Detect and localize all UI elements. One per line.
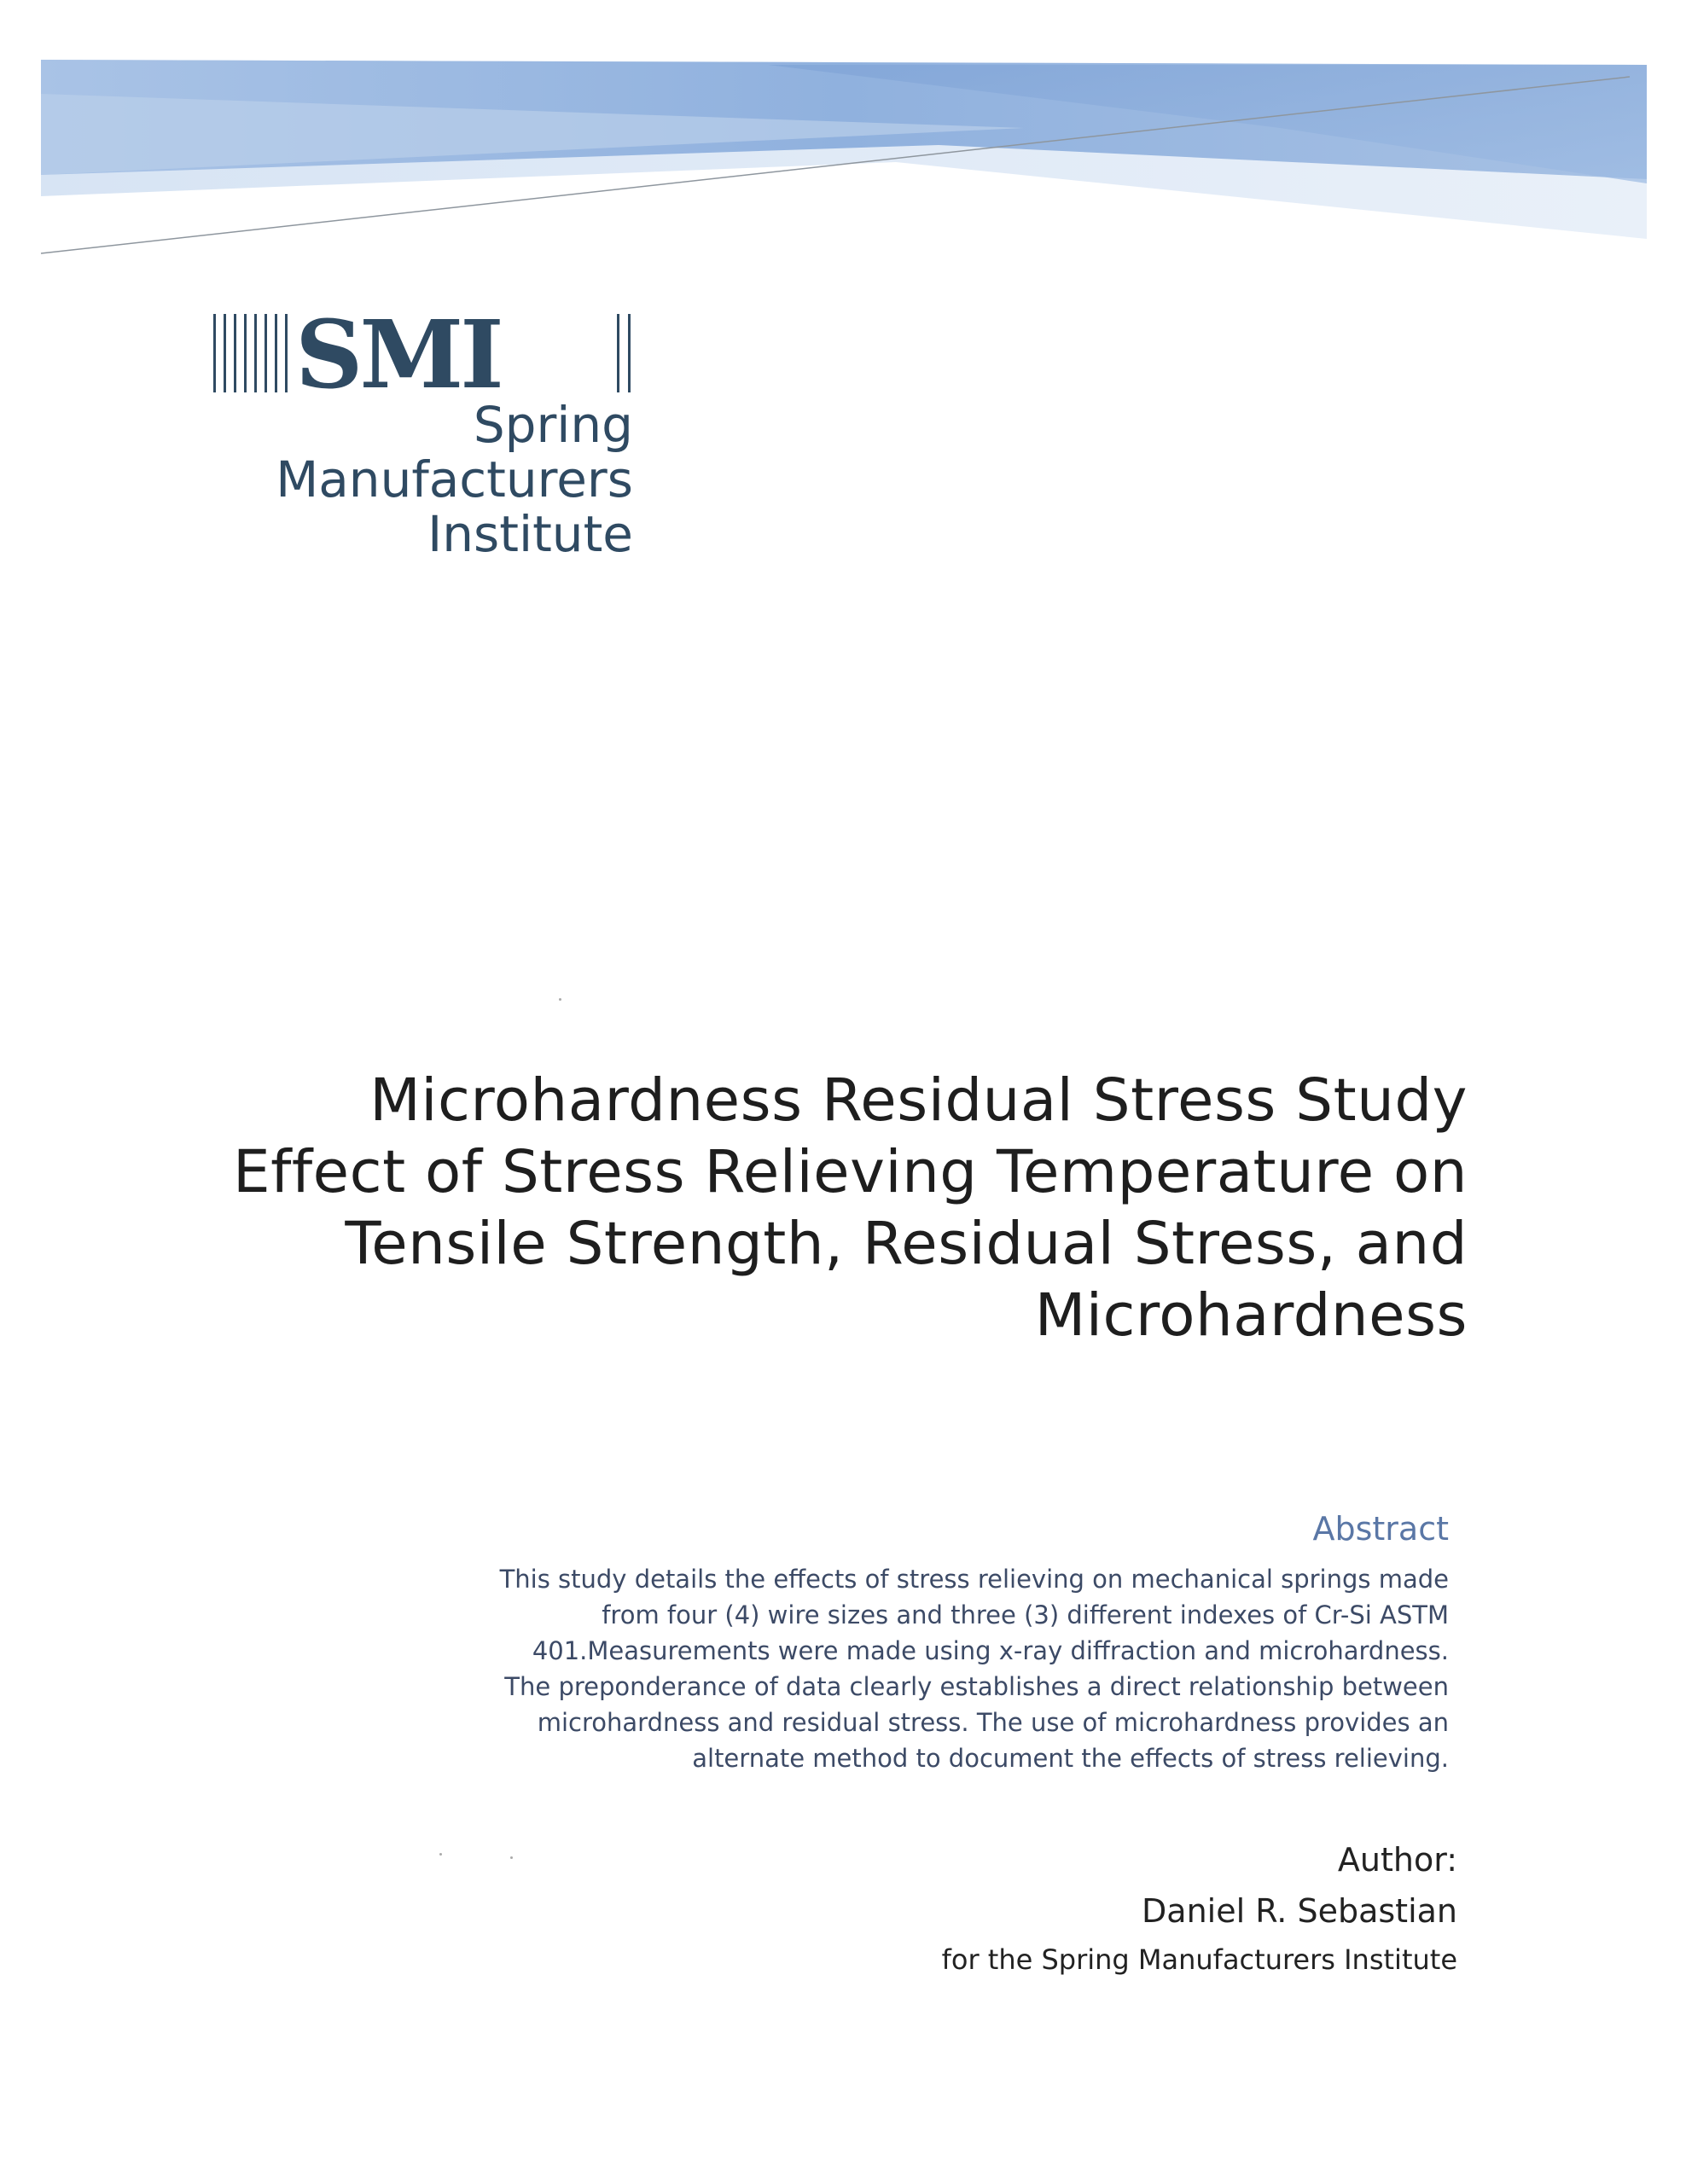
document-title xyxy=(171,1065,1468,1351)
author-label: Author: xyxy=(1337,1841,1457,1879)
abstract-line: alternate method to document the effects of stress relieving. xyxy=(692,1744,1449,1773)
title-line: Microhardness Residual Stress Study xyxy=(369,1066,1468,1135)
smi-name-line3: Institute xyxy=(427,505,633,563)
title-line: Tensile Strength, Residual Stress, and xyxy=(345,1210,1468,1278)
smi-acronym: SMI xyxy=(295,299,501,410)
scan-speck xyxy=(510,1856,513,1859)
abstract-line: microhardness and residual stress. The use of microhardness provides an xyxy=(537,1708,1449,1737)
smi-name-line1: Spring xyxy=(473,396,633,454)
abstract-body xyxy=(468,1561,1449,1776)
smi-name-line2: Manufacturers xyxy=(276,450,633,508)
author-name: Daniel R. Sebastian xyxy=(1142,1892,1457,1930)
smi-logo xyxy=(213,299,657,580)
smi-logo-graphic xyxy=(213,299,657,580)
abstract-line: The preponderance of data clearly establishes a direct relationship between xyxy=(504,1672,1449,1701)
header-banner xyxy=(0,0,1686,273)
title-line: Microhardness xyxy=(1034,1281,1468,1350)
scan-speck xyxy=(439,1853,442,1856)
title-line: Effect of Stress Relieving Temperature on xyxy=(233,1138,1468,1206)
scan-speck xyxy=(559,998,561,1001)
author-organization: for the Spring Manufacturers Institute xyxy=(941,1943,1457,1976)
abstract-line: from four (4) wire sizes and three (3) different indexes of Cr-Si ASTM xyxy=(602,1600,1449,1629)
abstract-line: This study details the effects of stress relieving on mechanical springs made xyxy=(499,1565,1449,1594)
abstract-heading: Abstract xyxy=(1312,1510,1449,1548)
abstract-line: 401.Measurements were made using x-ray diffraction and microhardness. xyxy=(532,1636,1449,1665)
